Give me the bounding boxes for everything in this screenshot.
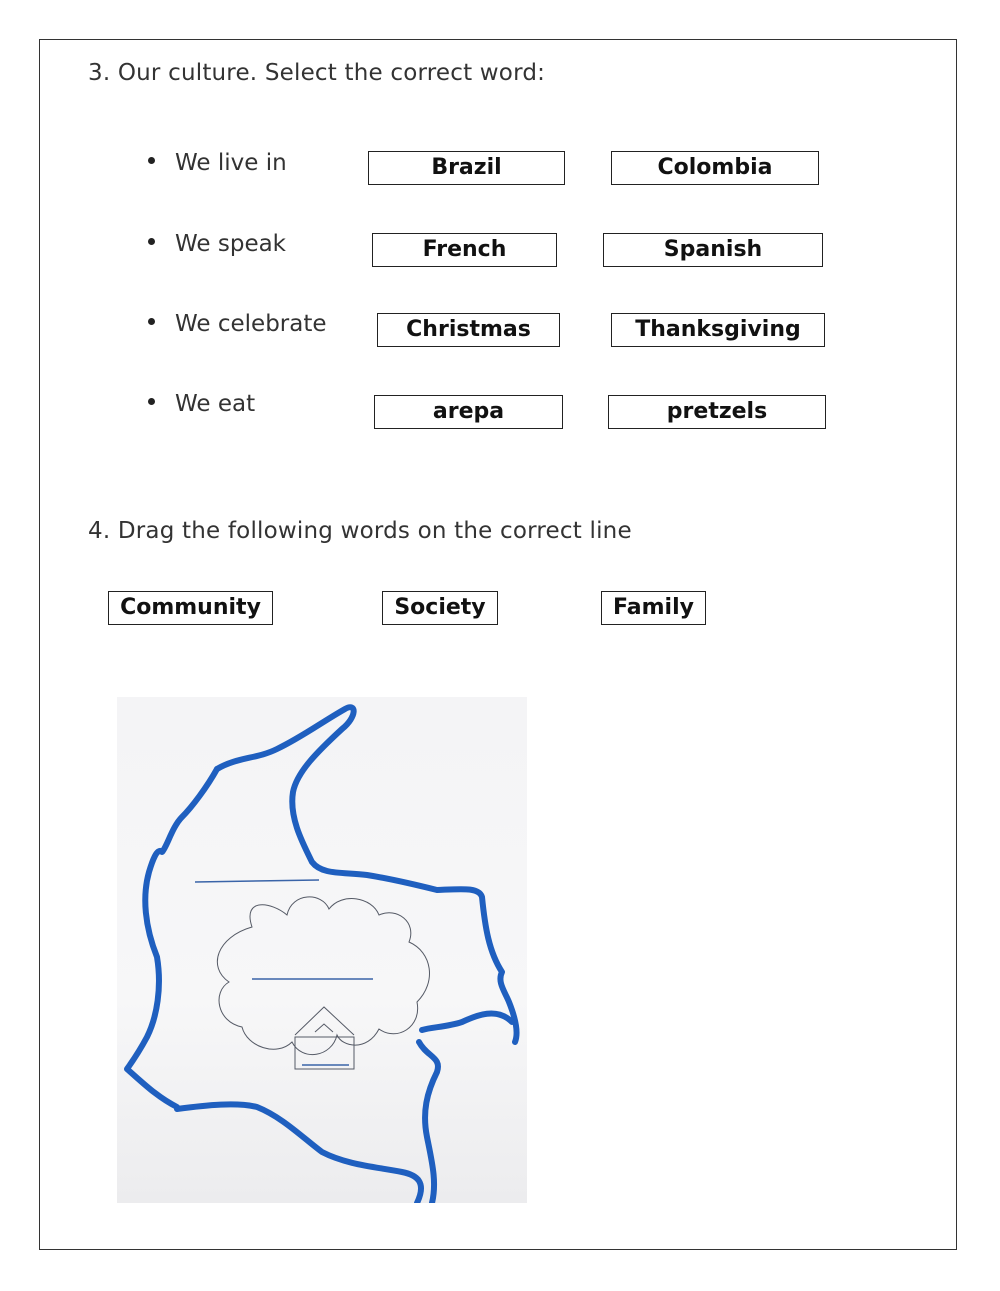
prompt-text: We eat (175, 391, 256, 417)
drag-word-family[interactable]: Family (601, 591, 706, 625)
bullet-icon (148, 238, 155, 245)
prompt-eat (148, 391, 255, 417)
answer-line-top[interactable] (195, 880, 319, 882)
prompt-speak (148, 231, 286, 257)
drag-word-society[interactable]: Society (382, 591, 498, 625)
option-spanish[interactable]: Spanish (603, 233, 823, 267)
option-thanksgiving[interactable]: Thanksgiving (611, 313, 825, 347)
question-3-title: 3. Our culture. Select the correct word: (88, 60, 546, 86)
map-outline (127, 707, 517, 1203)
prompt-text: We speak (175, 231, 287, 257)
thought-cloud (217, 897, 429, 1069)
option-brazil[interactable]: Brazil (368, 151, 565, 185)
colombia-map-image (117, 697, 527, 1203)
drag-word-community[interactable]: Community (108, 591, 273, 625)
prompt-live-in (148, 150, 287, 176)
bullet-icon (148, 157, 155, 164)
prompt-text: We live in (175, 150, 287, 176)
option-christmas[interactable]: Christmas (377, 313, 560, 347)
option-french[interactable]: French (372, 233, 557, 267)
option-colombia[interactable]: Colombia (611, 151, 819, 185)
option-pretzels[interactable]: pretzels (608, 395, 826, 429)
prompt-celebrate (148, 311, 327, 337)
option-arepa[interactable]: arepa (374, 395, 563, 429)
bullet-icon (148, 398, 155, 405)
prompt-text: We celebrate (175, 311, 327, 337)
bullet-icon (148, 318, 155, 325)
question-4-title: 4. Drag the following words on the correct line (88, 518, 632, 544)
colombia-map-drawing (117, 697, 527, 1203)
